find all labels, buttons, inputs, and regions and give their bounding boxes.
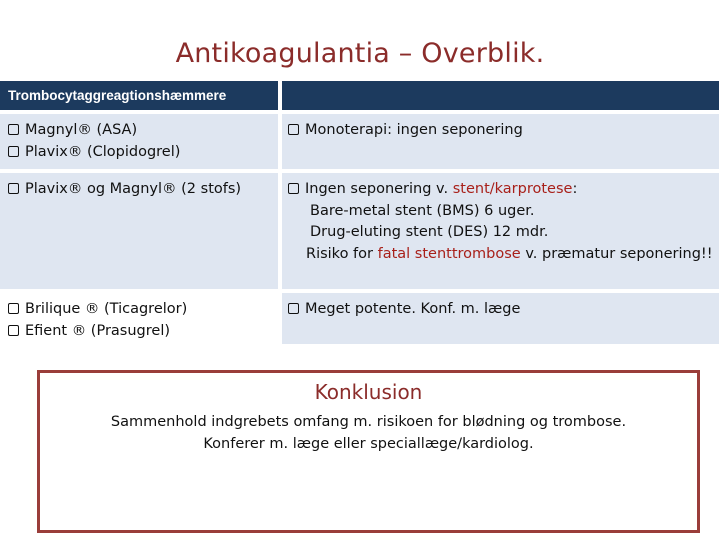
checkbox-bullet-icon bbox=[288, 183, 299, 194]
table-row-2-right bbox=[282, 173, 719, 289]
drug-label: Magnyl® (ASA) bbox=[25, 122, 138, 138]
instruction-text: Meget potente. Konf. m. læge bbox=[305, 301, 521, 317]
drug-label: Plavix® (Clopidogrel) bbox=[25, 143, 181, 160]
conclusion-box bbox=[37, 370, 700, 533]
checkbox-bullet-icon bbox=[8, 183, 19, 194]
bms-line: Bare-metal stent (BMS) 6 uger. bbox=[310, 202, 535, 219]
risk-line bbox=[288, 244, 719, 266]
table-row-3-right bbox=[282, 293, 719, 344]
checkbox-bullet-icon bbox=[8, 146, 19, 157]
table-header-right bbox=[282, 81, 719, 110]
conclusion-title: Konklusion bbox=[314, 380, 423, 404]
checkbox-bullet-icon bbox=[288, 303, 299, 314]
page-title: Antikoagulantia – Overblik. bbox=[175, 38, 545, 69]
instruction-text: Monoterapi: ingen seponering bbox=[305, 122, 523, 138]
instruction-text: Ingen seponering v. bbox=[305, 181, 453, 197]
table-row-1-right bbox=[282, 114, 719, 169]
checkbox-bullet-icon bbox=[288, 124, 299, 135]
conclusion-line: Konferer m. læge eller speciallæge/kardiolog. bbox=[203, 436, 534, 452]
des-line: Drug-eluting stent (DES) 12 mdr. bbox=[310, 224, 549, 240]
drug-label: Plavix® og Magnyl® (2 stofs) bbox=[25, 181, 242, 197]
instruction-text-end: : bbox=[572, 181, 578, 197]
risk-prefix: Risiko for bbox=[306, 245, 378, 262]
risk-highlight: fatal stenttrombose bbox=[377, 245, 521, 262]
highlight-text: stent/karprotese bbox=[452, 181, 573, 197]
table-row-1-left bbox=[0, 114, 278, 169]
table-header-left: Trombocytaggreagtionshæmmere bbox=[0, 81, 278, 110]
table-row-2-left bbox=[0, 173, 278, 289]
risk-suffix: v. præmatur seponering!! bbox=[520, 245, 713, 262]
conclusion-text bbox=[40, 411, 697, 455]
checkbox-bullet-icon bbox=[8, 325, 19, 336]
drug-label: Brilique ® (Ticagrelor) bbox=[25, 301, 188, 317]
checkbox-bullet-icon bbox=[8, 124, 19, 135]
conclusion-line: Sammenhold indgrebets omfang m. risikoen for blødning og trombose. bbox=[110, 414, 627, 430]
checkbox-bullet-icon bbox=[8, 303, 19, 314]
drug-label: Efient ® (Prasugrel) bbox=[25, 322, 170, 339]
table-row-3-left bbox=[0, 293, 278, 344]
